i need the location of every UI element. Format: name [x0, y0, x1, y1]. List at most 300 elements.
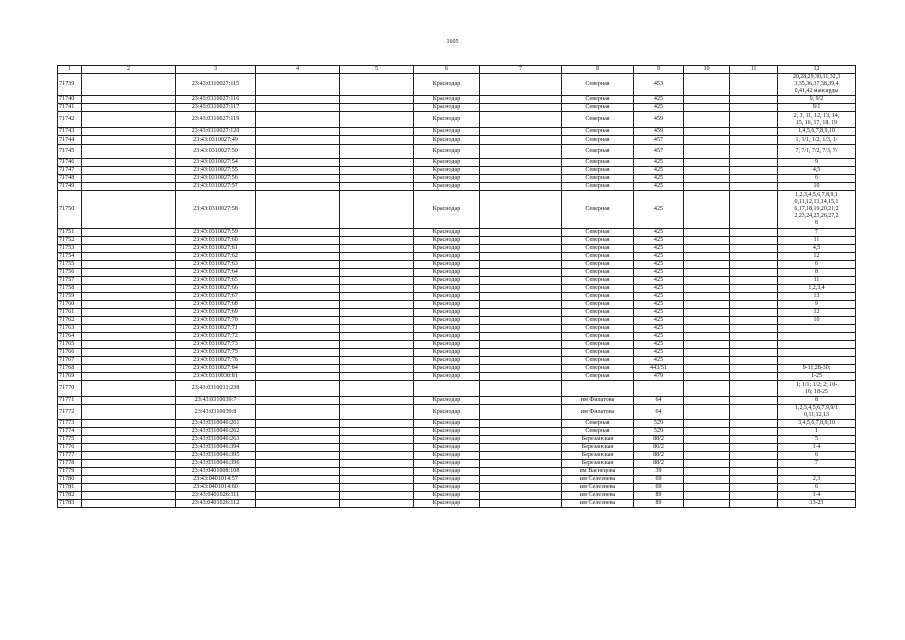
street-cell: Северная: [562, 357, 634, 365]
empty-cell: [684, 96, 730, 104]
empty-cell: [684, 492, 730, 500]
empty-cell: [730, 191, 778, 229]
house-cell: 89: [634, 492, 684, 500]
table-row: [58, 357, 856, 365]
column-header: 10: [684, 66, 730, 74]
empty-cell: [340, 145, 414, 159]
empty-cell: [82, 349, 176, 357]
cadastral-number-cell: 23:43:0310027:70: [176, 317, 256, 325]
empty-cell: [256, 237, 340, 245]
house-cell: 479: [634, 373, 684, 381]
house-cell: 425: [634, 285, 684, 293]
house-cell: 425: [634, 104, 684, 112]
empty-cell: [684, 341, 730, 349]
premises-cell: 1: [778, 428, 856, 436]
city-cell: Краснодар: [414, 96, 480, 104]
empty-cell: [82, 397, 176, 405]
street-cell: им Филатова: [562, 397, 634, 405]
cadastral-number-cell: 23:43:0310046:396: [176, 460, 256, 468]
empty-cell: [684, 365, 730, 373]
empty-cell: [730, 341, 778, 349]
empty-cell: [82, 293, 176, 301]
empty-cell: [480, 145, 562, 159]
city-cell: Краснодар: [414, 476, 480, 484]
empty-cell: [480, 365, 562, 373]
empty-cell: [730, 269, 778, 277]
empty-cell: [82, 96, 176, 104]
empty-cell: [480, 325, 562, 333]
empty-cell: [480, 112, 562, 128]
premises-cell: 7, 7/1, 7/2, 7/3, 7/: [778, 145, 856, 159]
empty-cell: [340, 460, 414, 468]
city-cell: Краснодар: [414, 74, 480, 96]
column-header: 6: [414, 66, 480, 74]
premises-cell: [778, 341, 856, 349]
city-cell: Краснодар: [414, 253, 480, 261]
empty-cell: [82, 159, 176, 167]
empty-cell: [256, 191, 340, 229]
table-row: [58, 112, 856, 128]
street-cell: им Селезнева: [562, 500, 634, 508]
empty-cell: [480, 492, 562, 500]
street-cell: Северная: [562, 309, 634, 317]
empty-cell: [480, 373, 562, 381]
cadastral-number-cell: 23:43:0310027:65: [176, 277, 256, 285]
record-number-cell: 71771: [58, 397, 82, 405]
table-row: [58, 96, 856, 104]
empty-cell: [340, 325, 414, 333]
empty-cell: [684, 500, 730, 508]
table-row: [58, 167, 856, 175]
premises-cell: 9: [778, 301, 856, 309]
table-row: [58, 277, 856, 285]
record-number-cell: 71761: [58, 309, 82, 317]
table-body: [58, 74, 856, 508]
empty-cell: [82, 405, 176, 420]
empty-cell: [684, 301, 730, 309]
street-cell: Северная: [562, 229, 634, 237]
empty-cell: [730, 428, 778, 436]
record-number-cell: 71781: [58, 484, 82, 492]
premises-cell: 8: [778, 269, 856, 277]
empty-cell: [730, 468, 778, 476]
empty-cell: [730, 500, 778, 508]
empty-cell: [340, 373, 414, 381]
empty-cell: [256, 261, 340, 269]
empty-cell: [340, 74, 414, 96]
empty-cell: [480, 96, 562, 104]
city-cell: Краснодар: [414, 397, 480, 405]
table-row: [58, 191, 856, 229]
premises-cell: 1, 1/1, 1/2, 1/3, 1/: [778, 136, 856, 145]
empty-cell: [684, 397, 730, 405]
table-row: [58, 145, 856, 159]
empty-cell: [82, 269, 176, 277]
house-cell: 425: [634, 357, 684, 365]
city-cell: Краснодар: [414, 317, 480, 325]
empty-cell: [730, 128, 778, 136]
street-cell: Северная: [562, 365, 634, 373]
empty-cell: [340, 405, 414, 420]
empty-cell: [684, 74, 730, 96]
empty-cell: [256, 405, 340, 420]
premises-cell: 2, 3, 11, 12, 13, 14, 15, 16, 17, 18, 19: [778, 112, 856, 128]
record-number-cell: 71766: [58, 349, 82, 357]
cadastral-number-cell: 23:43:0310027:84: [176, 365, 256, 373]
table-row: [58, 309, 856, 317]
premises-cell: 4,5: [778, 167, 856, 175]
empty-cell: [340, 245, 414, 253]
empty-cell: [340, 309, 414, 317]
empty-cell: [480, 444, 562, 452]
empty-cell: [256, 397, 340, 405]
premises-cell: 13-23: [778, 500, 856, 508]
empty-cell: [256, 468, 340, 476]
house-cell: 425: [634, 317, 684, 325]
cadastral-number-cell: 23:43:0310027:117: [176, 104, 256, 112]
column-header: 7: [480, 66, 562, 74]
city-cell: Краснодар: [414, 183, 480, 191]
record-number-cell: 71751: [58, 229, 82, 237]
empty-cell: [256, 159, 340, 167]
empty-cell: [730, 136, 778, 145]
cadastral-number-cell: 23:43:0310027:55: [176, 167, 256, 175]
empty-cell: [256, 460, 340, 468]
street-cell: [562, 381, 634, 397]
record-number-cell: 71768: [58, 365, 82, 373]
house-cell: 39: [634, 468, 684, 476]
premises-cell: 1-4: [778, 492, 856, 500]
table-row: [58, 104, 856, 112]
record-number-cell: 71779: [58, 468, 82, 476]
cadastral-number-cell: 23:43:0310046:395: [176, 452, 256, 460]
premises-cell: 6: [778, 452, 856, 460]
house-cell: 86/2: [634, 444, 684, 452]
empty-cell: [730, 167, 778, 175]
record-number-cell: 71765: [58, 341, 82, 349]
empty-cell: [684, 452, 730, 460]
empty-cell: [256, 285, 340, 293]
empty-cell: [256, 325, 340, 333]
empty-cell: [730, 357, 778, 365]
empty-cell: [480, 349, 562, 357]
empty-cell: [684, 476, 730, 484]
header-row: [58, 66, 856, 74]
record-number-cell: 71742: [58, 112, 82, 128]
empty-cell: [730, 245, 778, 253]
city-cell: Краснодар: [414, 167, 480, 175]
city-cell: Краснодар: [414, 269, 480, 277]
empty-cell: [340, 317, 414, 325]
empty-cell: [256, 74, 340, 96]
cadastral-number-cell: 23:43:0310027:61: [176, 245, 256, 253]
city-cell: Краснодар: [414, 159, 480, 167]
empty-cell: [684, 309, 730, 317]
empty-cell: [82, 365, 176, 373]
empty-cell: [730, 460, 778, 468]
premises-cell: 3,4,5,6,7,8,9,10: [778, 420, 856, 428]
empty-cell: [480, 269, 562, 277]
record-number-cell: 71777: [58, 452, 82, 460]
record-number-cell: 71762: [58, 317, 82, 325]
city-cell: Краснодар: [414, 452, 480, 460]
empty-cell: [684, 420, 730, 428]
house-cell: 425: [634, 159, 684, 167]
street-cell: им Селезнева: [562, 492, 634, 500]
record-number-cell: 71749: [58, 183, 82, 191]
city-cell: Краснодар: [414, 237, 480, 245]
empty-cell: [82, 325, 176, 333]
house-cell: 529: [634, 428, 684, 436]
empty-cell: [480, 452, 562, 460]
empty-cell: [256, 253, 340, 261]
empty-cell: [82, 428, 176, 436]
empty-cell: [730, 285, 778, 293]
record-number-cell: 71744: [58, 136, 82, 145]
empty-cell: [340, 253, 414, 261]
empty-cell: [730, 309, 778, 317]
empty-cell: [730, 237, 778, 245]
premises-cell: [778, 325, 856, 333]
premises-cell: 12: [778, 309, 856, 317]
city-cell: Краснодар: [414, 460, 480, 468]
empty-cell: [82, 492, 176, 500]
record-number-cell: 71739: [58, 74, 82, 96]
house-cell: 425: [634, 301, 684, 309]
street-cell: Северная: [562, 96, 634, 104]
city-cell: Краснодар: [414, 301, 480, 309]
empty-cell: [684, 237, 730, 245]
empty-cell: [684, 460, 730, 468]
city-cell: Краснодар: [414, 277, 480, 285]
house-cell: 425: [634, 245, 684, 253]
empty-cell: [340, 357, 414, 365]
empty-cell: [82, 112, 176, 128]
premises-cell: 9, 9/2: [778, 96, 856, 104]
empty-cell: [730, 145, 778, 159]
house-cell: 425: [634, 333, 684, 341]
empty-cell: [480, 285, 562, 293]
city-cell: Краснодар: [414, 104, 480, 112]
city-cell: Краснодар: [414, 285, 480, 293]
premises-cell: [778, 357, 856, 365]
record-number-cell: 71759: [58, 293, 82, 301]
table-row: [58, 136, 856, 145]
table-row: [58, 428, 856, 436]
street-cell: Северная: [562, 317, 634, 325]
premises-cell: 6: [778, 261, 856, 269]
empty-cell: [340, 500, 414, 508]
table-row: [58, 460, 856, 468]
empty-cell: [480, 436, 562, 444]
table-row: [58, 285, 856, 293]
empty-cell: [82, 460, 176, 468]
house-cell: 459: [634, 112, 684, 128]
premises-cell: 5: [778, 436, 856, 444]
house-cell: 453: [634, 74, 684, 96]
city-cell: Краснодар: [414, 484, 480, 492]
empty-cell: [480, 460, 562, 468]
empty-cell: [730, 104, 778, 112]
premises-cell: 2,3: [778, 476, 856, 484]
empty-cell: [684, 269, 730, 277]
empty-cell: [256, 373, 340, 381]
empty-cell: [340, 301, 414, 309]
empty-cell: [340, 436, 414, 444]
empty-cell: [684, 145, 730, 159]
table-row: [58, 349, 856, 357]
empty-cell: [82, 436, 176, 444]
street-cell: Северная: [562, 245, 634, 253]
house-cell: 459: [634, 128, 684, 136]
house-cell: 69: [634, 476, 684, 484]
empty-cell: [340, 175, 414, 183]
street-cell: Северная: [562, 74, 634, 96]
empty-cell: [340, 112, 414, 128]
house-cell: 425: [634, 253, 684, 261]
house-cell: 457: [634, 145, 684, 159]
city-cell: Краснодар: [414, 309, 480, 317]
street-cell: Северная: [562, 420, 634, 428]
empty-cell: [256, 365, 340, 373]
table-row: [58, 325, 856, 333]
empty-cell: [256, 484, 340, 492]
table-row: [58, 253, 856, 261]
premises-cell: 1,2,3,4,5,6,7,8,9,1 0,11,12,13,14,15,1 6,17,18,19,20,21,2 2,23,24,25,26,27,2 8: [778, 191, 856, 229]
empty-cell: [340, 452, 414, 460]
empty-cell: [82, 301, 176, 309]
street-cell: Северная: [562, 175, 634, 183]
table-row: [58, 381, 856, 397]
empty-cell: [82, 444, 176, 452]
record-number-cell: 71764: [58, 333, 82, 341]
city-cell: Краснодар: [414, 191, 480, 229]
empty-cell: [684, 136, 730, 145]
street-cell: Северная: [562, 293, 634, 301]
city-cell: Краснодар: [414, 145, 480, 159]
empty-cell: [684, 484, 730, 492]
empty-cell: [340, 341, 414, 349]
city-cell: Краснодар: [414, 349, 480, 357]
empty-cell: [684, 444, 730, 452]
house-cell: 425: [634, 191, 684, 229]
empty-cell: [684, 468, 730, 476]
street-cell: Северная: [562, 183, 634, 191]
city-cell: Краснодар: [414, 365, 480, 373]
empty-cell: [256, 317, 340, 325]
empty-cell: [480, 277, 562, 285]
record-number-cell: 71748: [58, 175, 82, 183]
cadastral-number-cell: 23:43:0310027:69: [176, 309, 256, 317]
empty-cell: [340, 365, 414, 373]
premises-cell: 1,2,3,4: [778, 285, 856, 293]
street-cell: Северная: [562, 301, 634, 309]
table-row: [58, 365, 856, 373]
empty-cell: [340, 104, 414, 112]
cadastral-number-cell: 23:43:0310027:64: [176, 269, 256, 277]
premises-cell: 11: [778, 277, 856, 285]
empty-cell: [82, 229, 176, 237]
premises-cell: [778, 468, 856, 476]
cadastral-number-cell: 23:43:0310027:68: [176, 301, 256, 309]
street-cell: Березанская: [562, 444, 634, 452]
street-cell: Северная: [562, 128, 634, 136]
city-cell: Краснодар: [414, 468, 480, 476]
cadastral-number-cell: 23:43:0401008:108: [176, 468, 256, 476]
record-number-cell: 71747: [58, 167, 82, 175]
empty-cell: [730, 373, 778, 381]
table-row: [58, 237, 856, 245]
empty-cell: [684, 159, 730, 167]
column-header: 3: [176, 66, 256, 74]
empty-cell: [340, 420, 414, 428]
empty-cell: [340, 128, 414, 136]
empty-cell: [82, 136, 176, 145]
empty-cell: [480, 183, 562, 191]
street-cell: Северная: [562, 261, 634, 269]
empty-cell: [82, 237, 176, 245]
column-header: 2: [82, 66, 176, 74]
empty-cell: [256, 245, 340, 253]
empty-cell: [684, 325, 730, 333]
empty-cell: [256, 357, 340, 365]
empty-cell: [730, 293, 778, 301]
table-row: [58, 74, 856, 96]
empty-cell: [82, 333, 176, 341]
city-cell: Краснодар: [414, 136, 480, 145]
empty-cell: [82, 183, 176, 191]
empty-cell: [340, 277, 414, 285]
record-number-cell: 71760: [58, 301, 82, 309]
empty-cell: [82, 261, 176, 269]
empty-cell: [684, 112, 730, 128]
house-cell: 443/51: [634, 365, 684, 373]
empty-cell: [256, 341, 340, 349]
empty-cell: [480, 476, 562, 484]
premises-cell: [778, 333, 856, 341]
cadastral-number-cell: 23:43:0310039:8: [176, 405, 256, 420]
house-cell: 425: [634, 261, 684, 269]
house-cell: [634, 381, 684, 397]
table-row: [58, 397, 856, 405]
empty-cell: [256, 96, 340, 104]
empty-cell: [256, 444, 340, 452]
city-cell: Краснодар: [414, 373, 480, 381]
table-row: [58, 420, 856, 428]
record-number-cell: 71757: [58, 277, 82, 285]
city-cell: Краснодар: [414, 333, 480, 341]
empty-cell: [82, 476, 176, 484]
empty-cell: [256, 301, 340, 309]
city-cell: Краснодар: [414, 428, 480, 436]
empty-cell: [684, 191, 730, 229]
table-row: [58, 341, 856, 349]
empty-cell: [256, 277, 340, 285]
table-row: [58, 476, 856, 484]
empty-cell: [480, 309, 562, 317]
empty-cell: [256, 492, 340, 500]
empty-cell: [82, 277, 176, 285]
empty-cell: [82, 245, 176, 253]
empty-cell: [480, 420, 562, 428]
street-cell: Северная: [562, 333, 634, 341]
empty-cell: [730, 381, 778, 397]
empty-cell: [730, 317, 778, 325]
empty-cell: [684, 381, 730, 397]
cadastral-number-cell: 23:43:0401026:111: [176, 492, 256, 500]
empty-cell: [256, 293, 340, 301]
city-cell: Краснодар: [414, 245, 480, 253]
